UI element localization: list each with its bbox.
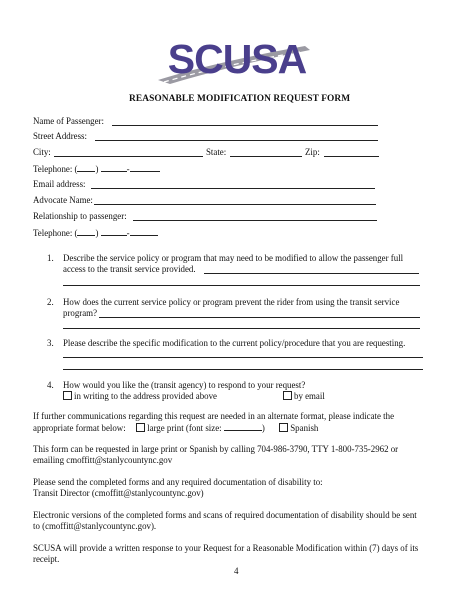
q4-text-line1: How would you like the (transit agency) to respond to your request? — [63, 380, 306, 390]
electronic-line1: Electronic versions of the completed forms and scans of required documentation of disability should be sent — [33, 510, 417, 520]
large-print-label: large print (font size: — [147, 423, 222, 433]
page-number: 4 — [234, 566, 239, 576]
spanish-label: Spanish — [290, 423, 319, 433]
telephone-2-number-line[interactable] — [130, 227, 158, 236]
state-label: State: — [206, 147, 227, 157]
scusa-logo — [0, 0, 474, 92]
relationship-line[interactable] — [133, 220, 377, 221]
zip-line[interactable] — [324, 156, 379, 157]
telephone-1-number-line[interactable] — [130, 163, 160, 172]
telephone-1 — [33, 163, 160, 174]
send-line2: Transit Director (cmoffitt@stanlycountync.gov) — [33, 488, 204, 498]
city-line[interactable] — [54, 156, 203, 157]
font-size-line[interactable] — [224, 422, 262, 431]
spanish-checkbox[interactable] — [279, 423, 288, 432]
telephone-2 — [33, 227, 158, 238]
city-label: City: — [33, 147, 51, 157]
alt-format-label: appropriate format below: — [33, 423, 126, 433]
q1-answer-line2[interactable] — [63, 285, 420, 286]
street-line[interactable] — [95, 140, 378, 141]
q4-email-label: by email — [294, 391, 325, 401]
q4-writing-checkbox[interactable] — [63, 391, 72, 400]
telephone-2-dash: - — [126, 228, 130, 238]
large-print-line1: This form can be requested in large print or Spanish by calling 704-986-3790, TTY 1-800-735-2962 or — [33, 444, 399, 454]
large-print-line2: emailing cmoffitt@stanlycountync.gov — [33, 455, 173, 465]
telephone-1-label: Telephone: ( — [33, 164, 78, 174]
relationship-label: Relationship to passenger: — [33, 211, 127, 221]
q4-email-checkbox[interactable] — [283, 391, 292, 400]
q4-option-email[interactable] — [283, 391, 325, 401]
q2-text-line1: How does the current service policy or program prevent the rider from using the transit service — [63, 297, 400, 307]
response-line2: receipt. — [33, 554, 60, 564]
telephone-2-paren: ) — [95, 228, 99, 238]
telephone-2-prefix-line[interactable] — [101, 227, 127, 236]
q3-answer-line1[interactable] — [63, 357, 423, 358]
telephone-1-paren: ) — [95, 164, 99, 174]
q2-number: 2. — [47, 297, 54, 307]
passenger-name-line[interactable] — [112, 125, 378, 126]
telephone-1-dash: - — [126, 164, 130, 174]
email-line[interactable] — [91, 188, 375, 189]
telephone-2-label: Telephone: ( — [33, 228, 78, 238]
q1-text-line1: Describe the service policy or program that may need to be modified to allow the passenger full — [63, 253, 404, 263]
large-print-checkbox[interactable] — [136, 423, 145, 432]
q3-number: 3. — [47, 338, 54, 348]
q3-text-line1: Please describe the specific modification to the current policy/procedure that you are requesting. — [63, 338, 406, 348]
logo-text: SCUSA — [167, 36, 307, 82]
alt-format-line2 — [33, 422, 318, 433]
state-line[interactable] — [230, 156, 302, 157]
alt-format-line1: If further communications regarding this request are needed in an alternate format, please indicate the — [33, 411, 395, 421]
passenger-name-label: Name of Passenger: — [33, 116, 104, 126]
q2-text-line2: program? — [63, 308, 98, 318]
advocate-line[interactable] — [94, 204, 376, 205]
send-line1: Please send the completed forms and any required documentation of disability to: — [33, 477, 323, 487]
electronic-line2: to (cmoffitt@stanlycountync.gov). — [33, 521, 157, 531]
q1-text-line2: access to the transit service provided. — [63, 264, 196, 274]
q2-answer-line1[interactable] — [99, 317, 420, 318]
q2-answer-line2[interactable] — [63, 328, 420, 329]
q1-number: 1. — [47, 253, 54, 263]
zip-label: Zip: — [305, 147, 320, 157]
q4-number: 4. — [47, 380, 54, 390]
q4-option-writing[interactable] — [63, 391, 217, 401]
email-label: Email address: — [33, 179, 86, 189]
telephone-1-prefix-line[interactable] — [101, 163, 127, 172]
telephone-2-area-line[interactable] — [77, 227, 95, 236]
q1-answer-line1[interactable] — [204, 273, 419, 274]
large-print-close: ) — [261, 423, 265, 433]
telephone-1-area-line[interactable] — [77, 163, 95, 172]
q4-writing-label: in writing to the address provided above — [74, 391, 217, 401]
q3-answer-line2[interactable] — [63, 369, 423, 370]
street-label: Street Address: — [33, 131, 87, 141]
form-title: REASONABLE MODIFICATION REQUEST FORM — [129, 94, 351, 104]
response-line1: SCUSA will provide a written response to your Request for a Reasonable Modification within (7) days of its — [33, 543, 419, 553]
advocate-label: Advocate Name: — [33, 195, 93, 205]
